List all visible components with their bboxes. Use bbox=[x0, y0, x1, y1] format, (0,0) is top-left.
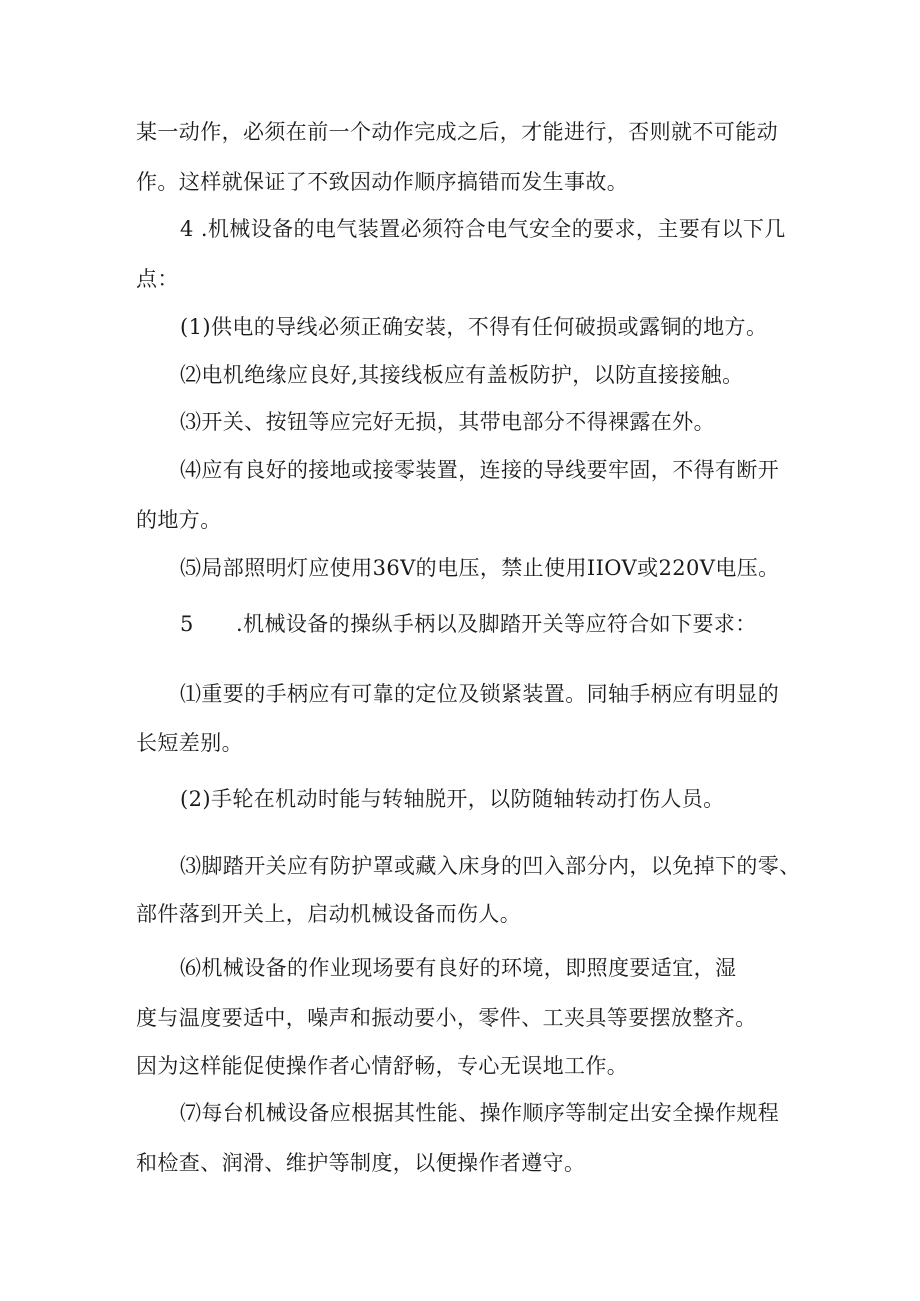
paragraph-13-line-2: 和检查、润滑、维护等制度，以便操作者遵守。 bbox=[136, 1151, 586, 1175]
paragraph-11-line-1: ⑶脚踏开关应有防护罩或藏入床身的凹入部分内，以免掉下的零、 bbox=[180, 854, 801, 878]
paragraph-4-line-1: ⑵电机绝缘应良好,其接线板应有盖板防护，以防直接接触。 bbox=[180, 363, 744, 387]
paragraph-1-line-2: 作。这样就保证了不致因动作顺序搞错而发生事故。 bbox=[136, 170, 629, 194]
paragraph-11-line-2: 部件落到开关上，启动机械设备而伤人。 bbox=[136, 902, 522, 926]
paragraph-5-line-1: ⑶开关、按钮等应完好无损，其带电部分不得裸露在外。 bbox=[180, 410, 715, 434]
paragraph-7-line-1: ⑸局部照明灯应使用36V的电压，禁止使用IIOV或220V电压。 bbox=[180, 556, 780, 580]
paragraph-12-line-3: 因为这样能促使操作者心情舒畅，专心无误地工作。 bbox=[136, 1054, 629, 1078]
paragraph-8-line-1: .机械设备的操纵手柄以及脚踏开关等应符合如下要求： bbox=[236, 612, 757, 636]
paragraph-12-line-2: 度与温度要适中，噪声和振动要小，零件、工夹具等要摆放整齐。 bbox=[136, 1006, 757, 1030]
paragraph-2-line-2: 点： bbox=[136, 267, 179, 291]
paragraph-6-line-2: 的地方。 bbox=[136, 508, 222, 532]
paragraph-6-line-1: ⑷应有良好的接地或接零装置，连接的导线要牢固，不得有断开 bbox=[180, 458, 780, 482]
paragraph-3-line-1: (1)供电的导线必须正确安装，不得有任何破损或露铜的地方。 bbox=[180, 315, 768, 339]
paragraph-9-line-2: 长短差别。 bbox=[136, 731, 243, 755]
paragraph-10-line-1: (2)手轮在机动时能与转轴脱开，以防随轴转动打伤人员。 bbox=[180, 787, 725, 811]
paragraph-12-line-1: ⑹机械设备的作业现场要有良好的环境，即照度要适宜，湿 bbox=[180, 956, 737, 980]
paragraph-9-line-1: ⑴重要的手柄应有可靠的定位及锁紧装置。同轴手柄应有明显的 bbox=[180, 682, 780, 706]
paragraph-8-number: 5 bbox=[180, 612, 194, 636]
paragraph-13-line-1: ⑺每台机械设备应根据其性能、操作顺序等制定出安全操作规程 bbox=[180, 1101, 780, 1125]
paragraph-1-line-1: 某一动作，必须在前一个动作完成之后，才能进行，否则就不可能动 bbox=[136, 120, 778, 144]
paragraph-2-line-1: 4 .机械设备的电气装置必须符合电气安全的要求，主要有以下几 bbox=[180, 217, 786, 241]
